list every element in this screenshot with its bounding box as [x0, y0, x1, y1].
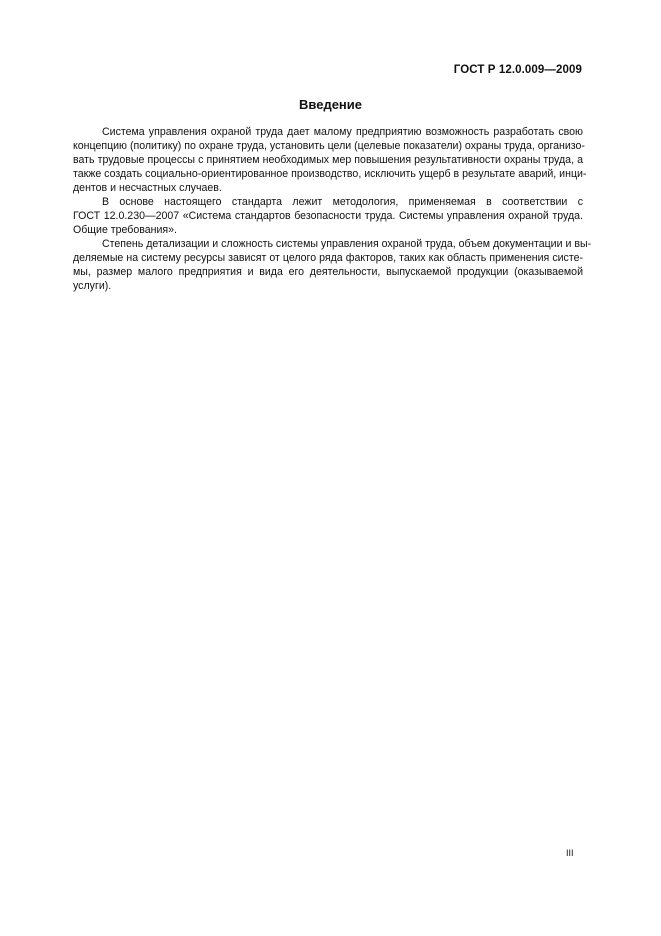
paragraph-2: [73, 195, 583, 237]
text-line: концепцию (политику) по охране труда, установить цели (целевые показатели) охраны труда, организо-: [73, 140, 585, 152]
text-line: Общие требования».: [73, 224, 177, 236]
section-title: Введение: [299, 97, 362, 112]
text-line: ГОСТ 12.0.230—2007 «Система стандартов безопасности труда. Системы управления охраной труда.: [73, 210, 583, 222]
text-line: услуги).: [73, 280, 112, 292]
page-number: III: [566, 848, 574, 858]
text-line: мы, размер малого предприятия и вида его деятельности, выпускаемой продукции (оказываемой: [73, 266, 583, 278]
paragraph-1: [73, 125, 587, 195]
text-line: Степень детализации и сложность системы управления охраной труда, объем документации и вы-: [102, 238, 592, 250]
text-line: также создать социально-ориентированное производство, исключить ущерб в результате аварий, инци-: [73, 168, 587, 180]
text-line: деляемые на систему ресурсы зависят от целого ряда факторов, таких как область применения систе-: [73, 252, 583, 264]
body-text: [73, 125, 592, 293]
text-line: В основе настоящего стандарта лежит методология, применяемая в соответствии с: [102, 196, 583, 208]
text-line: вать трудовые процессы с принятием необходимых мер повышения результативности охраны труда, а: [73, 154, 583, 166]
paragraph-3: [73, 237, 592, 293]
text-line: дентов и несчастных случаев.: [73, 182, 222, 194]
document-code: ГОСТ Р 12.0.009—2009: [453, 64, 582, 76]
text-line: Система управления охраной труда дает малому предприятию возможность разработать свою: [102, 126, 583, 138]
